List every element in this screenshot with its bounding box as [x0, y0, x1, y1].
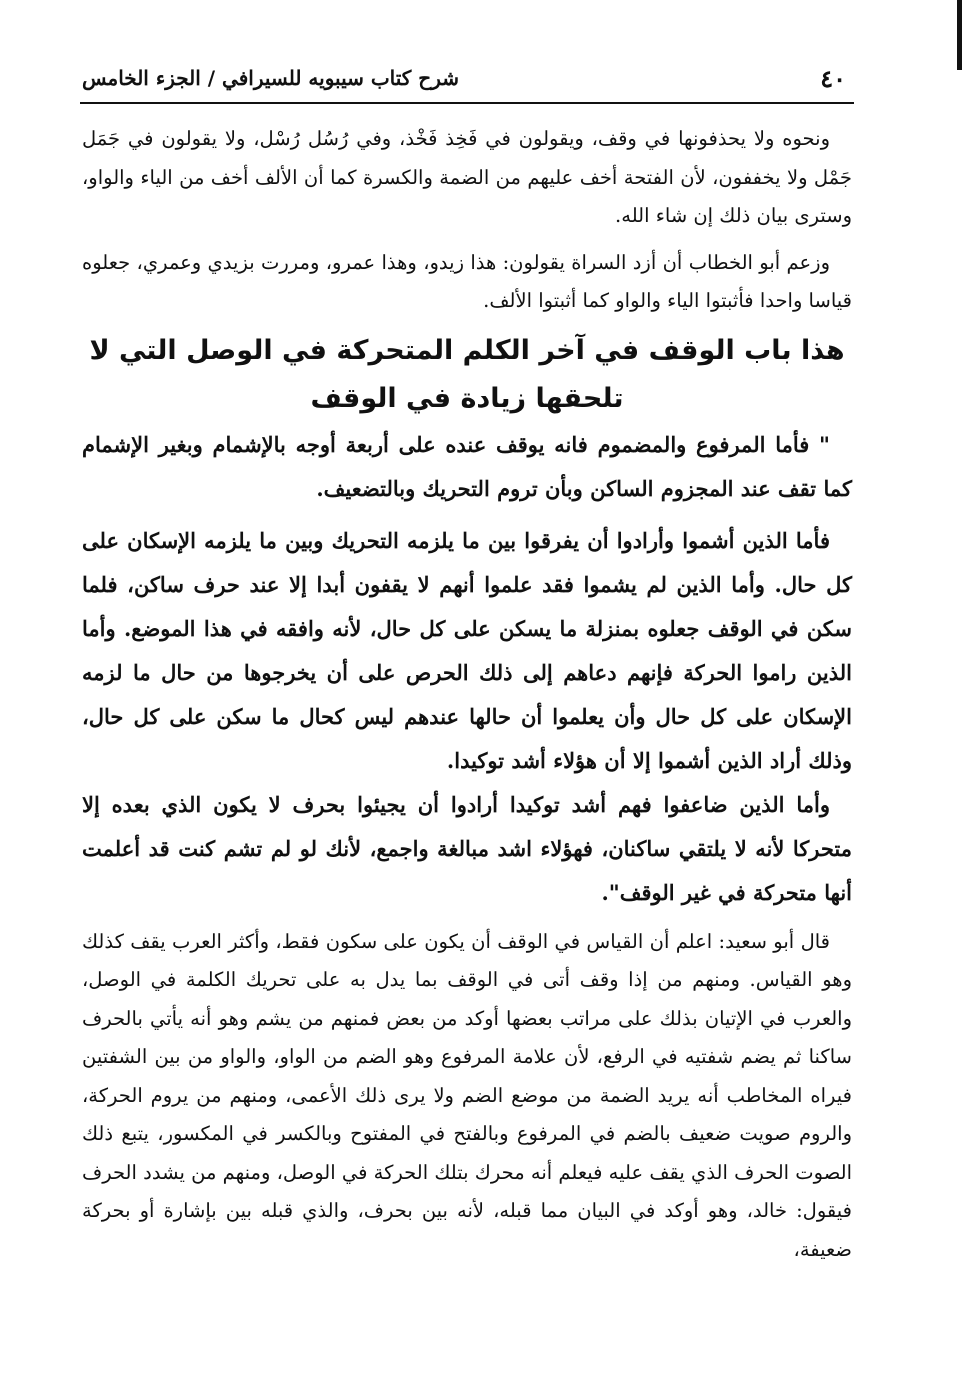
- page-header: [82, 60, 852, 96]
- quote-paragraph-3: وأما الذين ضاعفوا فهم أشد توكيدا أرادوا أن يجيئوا بحرف لا يكون الذي بعده إلا متحركا لأنه لا يلتقي ساكنان، فهؤلاء اشد مبالغة واجمع، لأنك لو لم تشم كنت قد أعلمت أنها متحركة في غير الوقف".: [82, 791, 852, 905]
- page-number: ٤٠: [820, 64, 846, 93]
- quote-paragraph-2: فأما الذين أشموا وأرادوا أن يفرقوا بين ما يلزمه التحريك وبين ما يلزمه الإسكان على كل حال. وأما الذين لم يشموا فقد علموا أنهم لا يقفون أبدا إلا عند حرف ساكن، فلما سكن في الوقف جعلوه بمنزلة ما يسكن على كل حال، لأنه وافقه في هذا الموضع. وأما الذين راموا الحركة فإنهم دعاهم إلى ذلك الحرص على أن يخرجوها من حال ما لزمه الإسكان على كل حال وأن يعلموا أن حالها عندهم ليس كحال ما سكن على كل حال، وذلك أراد الذين أشموا إلا أن هؤلاء أشد توكيدا.: [82, 527, 852, 773]
- chapter-heading: [82, 327, 852, 423]
- quote-paragraph-1: " فأما المرفوع والمضموم فانه يوقف عنده على أربعة أوجه بالإشمام وبغير الإشمام كما تقف عند المجزوم الساكن وبأن تروم التحريك وبالتضعيف.: [82, 431, 852, 501]
- header-divider: [80, 102, 854, 104]
- commentary-paragraph: قال أبو سعيد: اعلم أن القياس في الوقف أن يكون على سكون فقط، وأكثر العرب يقف كذلك وهو القياس. ومنهم من إذا وقف أتى في الوقف بما يدل به على تحريك الكلمة في الوصل، والعرب في الإتيان بذلك على مراتب بعضها أوكد من بعض فمنهم من يشم وهو أنه يأتي بالحرف ساكنا ثم يضم شفتيه في الرفع، لأن علامة المرفوع وهو الضم من الواو، والواو من بين الشفتين فيراه المخاطب أنه يريد الضمة من موضع الضم ولا يرى ذلك الأعمى، ومنهم من يروم الحركة، والروم صويت ضعيف بالضم في المرفوع وبالفتح في المفتوح وبالكسر في المكسور، يتبع ذلك الصوت الحرف الذي يقف عليه فيعلم أنه محرك بتلك الحركة في الوصل، ومنهم من يشدد الحرف فيقول: خالد، وهو أوكد في البيان مما قبله، لأنه بين بحرف، والذي قبله بين بإشارة أو بحركة ضعيفة،: [82, 929, 852, 1261]
- running-title: شرح كتاب سيبويه للسيرافي / الجزء الخامس: [82, 66, 459, 90]
- paragraph-2: وزعم أبو الخطاب أن أزد السراة يقولون: هذا زيدو، وهذا عمرو، ومررت بزيدي وعمري، جعلوه قياسا واحدا فأثبتوا الياء والواو كما أثبتوا الألف.: [82, 250, 852, 312]
- page-body: [82, 120, 852, 1269]
- chapter-heading-line-1: هذا باب الوقف في آخر الكلم المتحركة في الوصل التي لا: [89, 334, 845, 366]
- chapter-heading-line-2: تلحقها زيادة في الوقف: [310, 382, 624, 414]
- paragraph-1: ونحوه ولا يحذفونها في وقف، ويقولون في فَخِذ فَخْذ، وفي رُسُل رُسْل، ولا يقولون في جَمَل جَمْل ولا يخففون، لأن الفتحة أخف عليهم من الضمة والكسرة كما أن الألف أخف من الياء والواو، وسترى بيان ذلك إن شاء الله.: [82, 127, 852, 227]
- page-edge-mark: [957, 0, 962, 70]
